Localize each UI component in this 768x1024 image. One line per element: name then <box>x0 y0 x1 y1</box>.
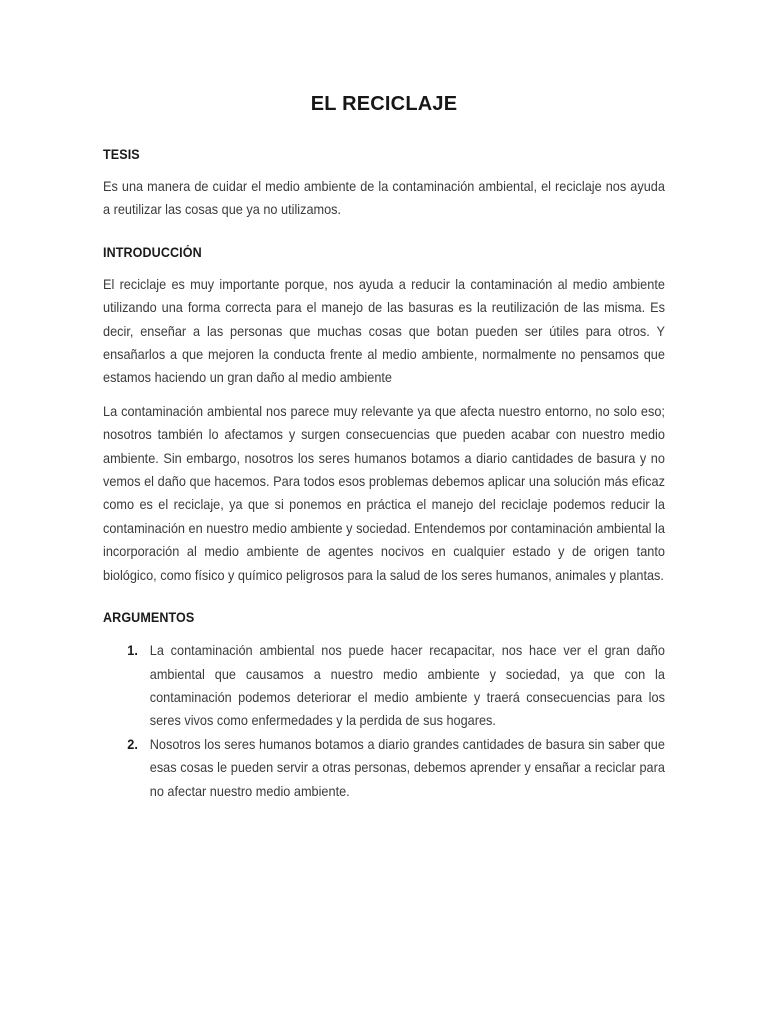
document-content <box>103 0 665 803</box>
section-heading-introduccion: INTRODUCCIÓN <box>103 244 202 260</box>
spacer <box>103 261 665 273</box>
spacer <box>103 626 665 639</box>
spacer <box>103 163 665 175</box>
section-heading-tesis: TESIS <box>103 147 140 162</box>
list-item: Nosotros los seres humanos botamos a diario grandes cantidades de basura sin saber que esas cosas le pueden servir a otras personas, debemos aprender y ensañar a reciclar para no afectar nuestro medio ambiente. <box>149 736 665 799</box>
paragraph: El reciclaje es muy importante porque, nos ayuda a reducir la contaminación al medio ambiente utilizando una forma correcta para el manejo de las basuras es la reutilización de las misma. Es decir, enseñar a las personas que muchas cosas que botan pueden ser útiles para otros. Y ensañarlos a que mejoren la conducta frente al medio ambiente, normalmente no pensamos que estamos haciendo un gran daño al medio ambiente <box>103 276 665 386</box>
section-heading-argumentos: ARGUMENTOS <box>103 610 195 626</box>
spacer <box>103 116 665 146</box>
arguments-list <box>103 639 665 803</box>
spacer <box>103 222 665 244</box>
spacer <box>103 390 665 400</box>
list-item: La contaminación ambiental nos puede hacer recapacitar, nos hace ver el gran daño ambiental que causamos a nuestro medio ambiente y sociedad, ya que con la contaminación podemos deteriorar el medio ambiente y traerá consecuencias para los seres vivos como enfermedades y la perdida de sus hogares. <box>149 643 665 729</box>
paragraph: La contaminación ambiental nos parece muy relevante ya que afecta nuestro entorno, no solo eso; nosotros también lo afectamos y surgen consecuencias que pueden acabar con nuestro medio ambiente. Sin embargo, nosotros los seres humanos botamos a diario cantidades de basura y no vemos el daño que hacemos. Para todos esos problemas debemos aplicar una solución más eficaz como es el reciclaje, ya que si ponemos en práctica el manejo del reciclaje podemos reducir la contaminación en nuestro medio ambiente y sociedad. Entendemos por contaminación ambiental la incorporación al medio ambiente de agentes nocivos en cualquier estado y de origen tanto biológico, como físico y químico peligrosos para la salud de los seres humanos, animales y plantas. <box>103 403 665 583</box>
paragraph: Es una manera de cuidar el medio ambiente de la contaminación ambiental, el reciclaje nos ayuda a reutilizar las cosas que ya no utilizamos. <box>103 179 665 218</box>
spacer <box>103 587 665 609</box>
page-title: EL RECICLAJE <box>310 93 458 115</box>
